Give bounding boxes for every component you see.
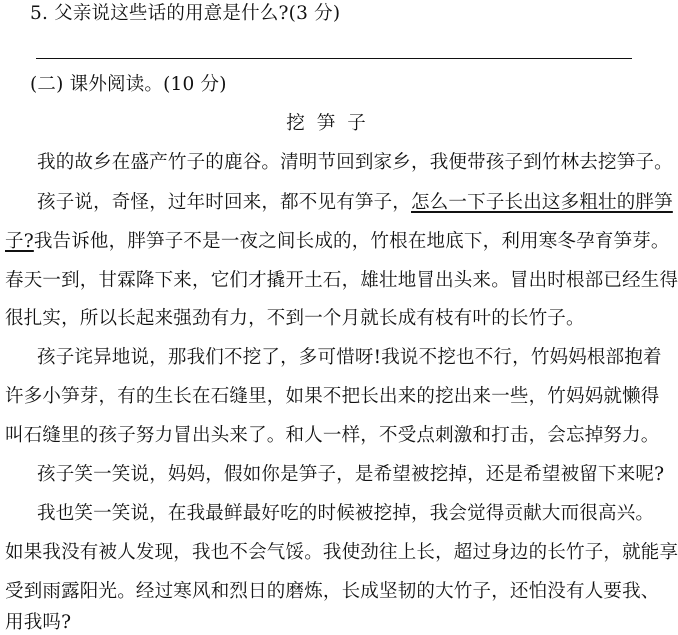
passage-line-8: 叫石缝里的孩子努力冒出头来了。和人一样，不受点刺激和打击，会忘掉努力。	[5, 425, 660, 446]
passage-line-7: 许多小笋芽，有的生长在石缝里，如果不把长出来的挖出来一些，竹妈妈就懒得	[5, 386, 660, 407]
passage-line-4: 春天一到，甘霖降下来，它们才撬开土石，雄壮地冒出头来。冒出时根部已经生得	[5, 270, 678, 291]
passage-line-6: 孩子诧异地说，那我们不挖了，多可惜呀!我说不挖也不行，竹妈妈根部抱着	[37, 347, 662, 368]
passage-line-12: 受到雨露阳光。经过寒风和烈日的磨炼，长成坚韧的大竹子，还怕没有人要我、	[5, 581, 660, 602]
question-5: 5. 父亲说这些话的用意是什么?(3 分)	[30, 3, 341, 24]
passage-line-11: 如果我没有被人发现，我也不会气馁。我使劲往上长，超过身边的长竹子，就能享	[5, 542, 678, 563]
passage-line-2	[37, 191, 677, 215]
passage-line-2-text: 孩子说，奇怪，过年时回来，都不见有笋子，	[37, 192, 412, 213]
passage-line-3	[5, 230, 670, 254]
answer-line[interactable]	[36, 58, 632, 59]
passage-line-1: 我的故乡在盛产竹子的鹿谷。清明节回到家乡，我便带孩子到竹林去挖笋子。	[37, 152, 673, 173]
passage-line-9: 孩子笑一笑说，妈妈，假如你是笋子，是希望被挖掉，还是希望被留下来呢?	[37, 464, 665, 485]
passage-line-3-text: 我告诉他，胖笋子不是一夜之间长成的，竹根在地底下，利用寒冬孕育笋芽。	[33, 231, 670, 252]
passage-line-13: 用我吗?	[5, 612, 72, 633]
underlined-sentence-part-1: 怎么一下子长出这多粗壮的胖笋	[411, 192, 673, 213]
passage-title: 挖笋子	[286, 113, 378, 134]
underlined-sentence-part-2: 子?	[5, 231, 34, 252]
passage-line-5: 很扎实，所以长起来强劲有力，不到一个月就长成有枝有叶的长竹子。	[5, 308, 585, 329]
section-heading: (二) 课外阅读。(10 分)	[30, 74, 227, 95]
passage-line-10: 我也笑一笑说，在我最鲜最好吃的时候被挖掉，我会觉得贡献大而很高兴。	[37, 503, 655, 524]
